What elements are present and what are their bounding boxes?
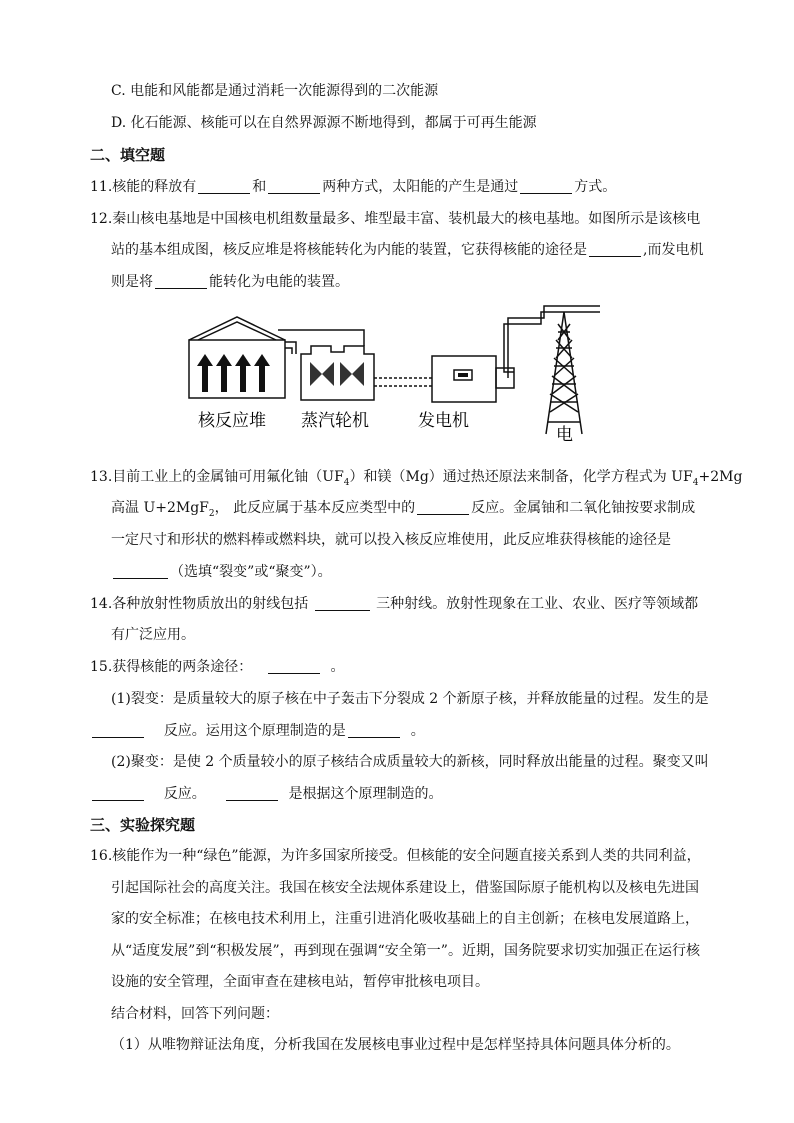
- answer-blank[interactable]: [268, 179, 320, 194]
- question-13-line3: 一定尺寸和形状的燃料棒或燃料块，就可以投入核反应堆使用，此反应堆获得核能的途径是: [111, 532, 671, 548]
- question-16-line7: （1）从唯物辩证法角度，分析我国在发展核电事业过程中是怎样坚持具体问题具体分析的。: [111, 1037, 680, 1053]
- answer-blank[interactable]: [92, 723, 144, 738]
- tower-frame: [546, 312, 582, 434]
- answer-blank[interactable]: [198, 179, 250, 194]
- question-12-line2: 站的基本组成图，核反应堆是将核能转化为内能的装置，它获得核能的途径是 ,而发电机: [111, 242, 704, 258]
- question-14-line2: 有广泛应用。: [111, 627, 195, 643]
- question-13-line1: 13.目前工业上的金属铀可用氟化铀$(UF_4)$和镁（Mg）通过热还原法来制备，化学方程式为 $UF_4+2Mg$: [90, 469, 743, 488]
- turbine-blades: [310, 362, 364, 386]
- section-heading-experiment: 三、实验探究题: [90, 816, 196, 834]
- generator-box: [432, 356, 496, 402]
- answer-blank[interactable]: [348, 723, 400, 738]
- reactor-arrows: [197, 354, 270, 392]
- question-16-line3: 家的安全标准；在核电技术利用上，注重引进消化吸收基础上的自主创新；在核电发展道路上，: [111, 911, 699, 927]
- question-16-line1: 16.核能作为一种“绿色”能源，为许多国家所接受。但核能的安全问题直接关系到人类的共同利益，: [90, 848, 701, 864]
- question-15-line5: 反应。 是根据这个原理制造的。: [90, 784, 443, 804]
- question-16-line4: 从“适度发展”到“积极发展”，再到现在强调“安全第一”。近期，国务院要求切实加强正在运行核: [111, 943, 700, 959]
- answer-blank[interactable]: [113, 564, 168, 579]
- answer-blank[interactable]: [155, 274, 207, 289]
- turbine-label: 蒸汽轮机: [301, 411, 369, 431]
- question-13-line2: 高温 U+2MgF$_2$， 此反应属于基本反应类型中的 反应。金属铀和二氧化铀按要求制成: [111, 500, 696, 519]
- question-16-line5: 设施的安全管理，全面审查在建核电站，暂停审批核电项目。: [111, 974, 489, 990]
- answer-blank[interactable]: [315, 596, 370, 611]
- section-heading-fill-blank: 二、填空题: [90, 146, 166, 164]
- answer-blank[interactable]: [520, 179, 572, 194]
- reactor-roof: [189, 317, 285, 340]
- question-12-line3: 则是将 能转化为电能的装置。: [111, 274, 349, 290]
- question-15-line2: (1)裂变：是质量较大的原子核在中子轰击下分裂成 2 个新原子核，并释放能量的过程。发生的是: [111, 691, 709, 707]
- question-15-line3: 反应。运用这个原理制造的是 。: [90, 721, 425, 741]
- question-14-line1: 14.各种放射性物质放出的射线包括 三种射线。放射性现象在工业、农业、医疗等领域都: [90, 596, 699, 612]
- nuclear-plant-diagram: [186, 302, 606, 444]
- reactor-label: 核反应堆: [198, 411, 266, 431]
- answer-blank[interactable]: [268, 659, 320, 674]
- answer-blank[interactable]: [589, 242, 641, 257]
- question-15-line1: 15.获得核能的两条途径： 。: [90, 659, 345, 675]
- question-16-line6: 结合材料，回答下列问题：: [111, 1006, 279, 1022]
- question-11: 11.核能的释放有 和 两种方式，太阳能的产生是通过 方式。: [90, 179, 617, 195]
- option-c: C. 电能和风能都是通过消耗一次能源得到的二次能源: [111, 83, 439, 99]
- answer-blank[interactable]: [226, 786, 278, 801]
- answer-blank[interactable]: [92, 786, 144, 801]
- tower-label: 电: [556, 425, 573, 444]
- generator-label: 发电机: [418, 411, 469, 431]
- question-13-line4: （选填“裂变”或“聚变”）。: [111, 562, 332, 582]
- question-12-line1: 12.秦山核电基地是中国核电机组数量最多、堆型最丰富、装机最大的核电基地。如图所示是该核电: [90, 211, 701, 227]
- answer-blank[interactable]: [417, 500, 469, 515]
- option-d: D. 化石能源、核能可以在自然界源源不断地得到，都属于可再生能源: [111, 115, 537, 131]
- question-15-line4: (2)聚变：是使 2 个质量较小的原子核结合成质量较大的新核，同时释放出能量的过程。聚变又叫: [111, 754, 709, 770]
- question-16-line2: 引起国际社会的高度关注。我国在核安全法规体系建设上，借鉴国际原子能机构以及核电先进国: [111, 880, 699, 896]
